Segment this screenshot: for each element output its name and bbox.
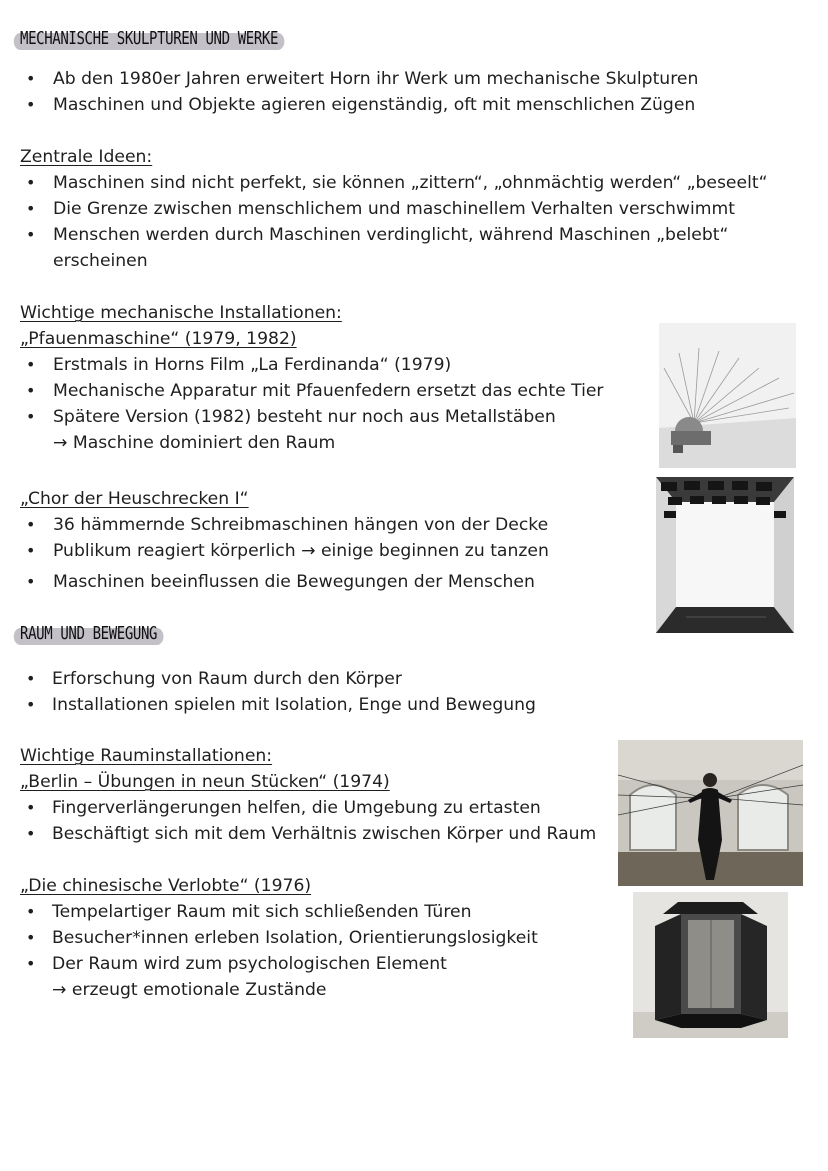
bullet-text: Menschen werden durch Maschinen verdinglicht, während Maschinen „belebt“ (53, 225, 729, 245)
bullet-text: Tempelartiger Raum mit sich schließenden Türen (52, 902, 472, 922)
bullet-text: Mechanische Apparatur mit Pfauenfedern ersetzt das echte Tier (53, 381, 604, 401)
bullet-text: Installationen spielen mit Isolation, Enge und Bewegung (52, 695, 536, 715)
bullet-text: Erforschung von Raum durch den Körper (52, 669, 402, 689)
bullet-marker: • (26, 541, 36, 560)
photo-berlin-finger-extensions (618, 740, 803, 886)
bullet-marker: • (26, 954, 36, 973)
bullet-marker: • (26, 407, 36, 426)
bullet-marker: • (26, 199, 36, 218)
photo-chinesische-verlobte (633, 892, 788, 1038)
arrow-note: → erzeugt emotionale Zustände (52, 980, 327, 1000)
performer-room-illustration (618, 740, 803, 886)
bullet-marker: • (26, 355, 36, 374)
work-title-pfauenmaschine: „Pfauenmaschine“ (1979, 1982) (20, 329, 297, 349)
bullet-marker: • (26, 669, 36, 688)
work-title-chinesische-verlobte: „Die chinesische Verlobte“ (1976) (20, 876, 312, 896)
bullet-text: Die Grenze zwischen menschlichem und maschinellem Verhalten verschwimmt (53, 199, 735, 219)
bullet-text: Erstmals in Horns Film „La Ferdinanda“ (1979) (53, 355, 452, 375)
bullet-marker: • (26, 824, 36, 843)
bullet-marker: • (26, 95, 36, 114)
bullet-marker: • (26, 173, 36, 192)
bullet-marker: • (26, 515, 36, 534)
bullet-text: Der Raum wird zum psychologischen Element (52, 954, 447, 974)
bullet-marker: • (26, 902, 36, 921)
photo-chor-der-heuschrecken (656, 477, 794, 633)
photo-pfauenmaschine (659, 323, 796, 468)
bullet-text: 36 hämmernde Schreibmaschinen hängen von der Decke (53, 515, 549, 535)
bullet-marker: • (26, 572, 36, 591)
subheading-mechanical-installations: Wichtige mechanische Installationen: (20, 303, 342, 323)
bullet-marker: • (26, 381, 36, 400)
bullet-text: Spätere Version (1982) besteht nur noch aus Metallstäben (53, 407, 556, 427)
bullet-text: Maschinen und Objekte agieren eigenständig, oft mit menschlichen Zügen (53, 95, 696, 115)
subheading-room-installations: Wichtige Rauminstallationen: (20, 746, 273, 766)
bullet-text: Maschinen beeinflussen die Bewegungen der Menschen (53, 572, 535, 592)
bullet-text: Fingerverlängerungen helfen, die Umgebung zu ertasten (52, 798, 541, 818)
typewriter-room-illustration (656, 477, 794, 633)
subheading-central-ideas: Zentrale Ideen: (20, 147, 153, 167)
peacock-machine-illustration (659, 323, 796, 468)
section-heading-space-movement: RAUM UND BEWEGUNG (20, 623, 157, 644)
work-title-chor-der-heuschrecken: „Chor der Heuschrecken I“ (20, 489, 249, 509)
temple-cabinet-illustration (633, 892, 788, 1038)
bullet-text: Beschäftigt sich mit dem Verhältnis zwischen Körper und Raum (52, 824, 597, 844)
bullet-marker: • (26, 225, 36, 244)
bullet-marker: • (26, 69, 36, 88)
bullet-text-continuation: erscheinen (53, 251, 148, 271)
work-title-berlin: „Berlin – Übungen in neun Stücken“ (1974) (20, 772, 390, 792)
bullet-marker: • (26, 928, 36, 947)
bullet-marker: • (26, 798, 36, 817)
bullet-text: Besucher*innen erleben Isolation, Orientierungslosigkeit (52, 928, 538, 948)
arrow-note: → Maschine dominiert den Raum (53, 433, 336, 453)
bullet-text: Maschinen sind nicht perfekt, sie können „zittern“, „ohnmächtig werden“ „beseelt“ (53, 173, 768, 193)
bullet-text: Ab den 1980er Jahren erweitert Horn ihr Werk um mechanische Skulpturen (53, 69, 699, 89)
bullet-text: Publikum reagiert körperlich → einige beginnen zu tanzen (53, 541, 549, 561)
bullet-marker: • (26, 695, 36, 714)
section-heading-mechanical: MECHANISCHE SKULPTUREN UND WERKE (20, 28, 278, 49)
